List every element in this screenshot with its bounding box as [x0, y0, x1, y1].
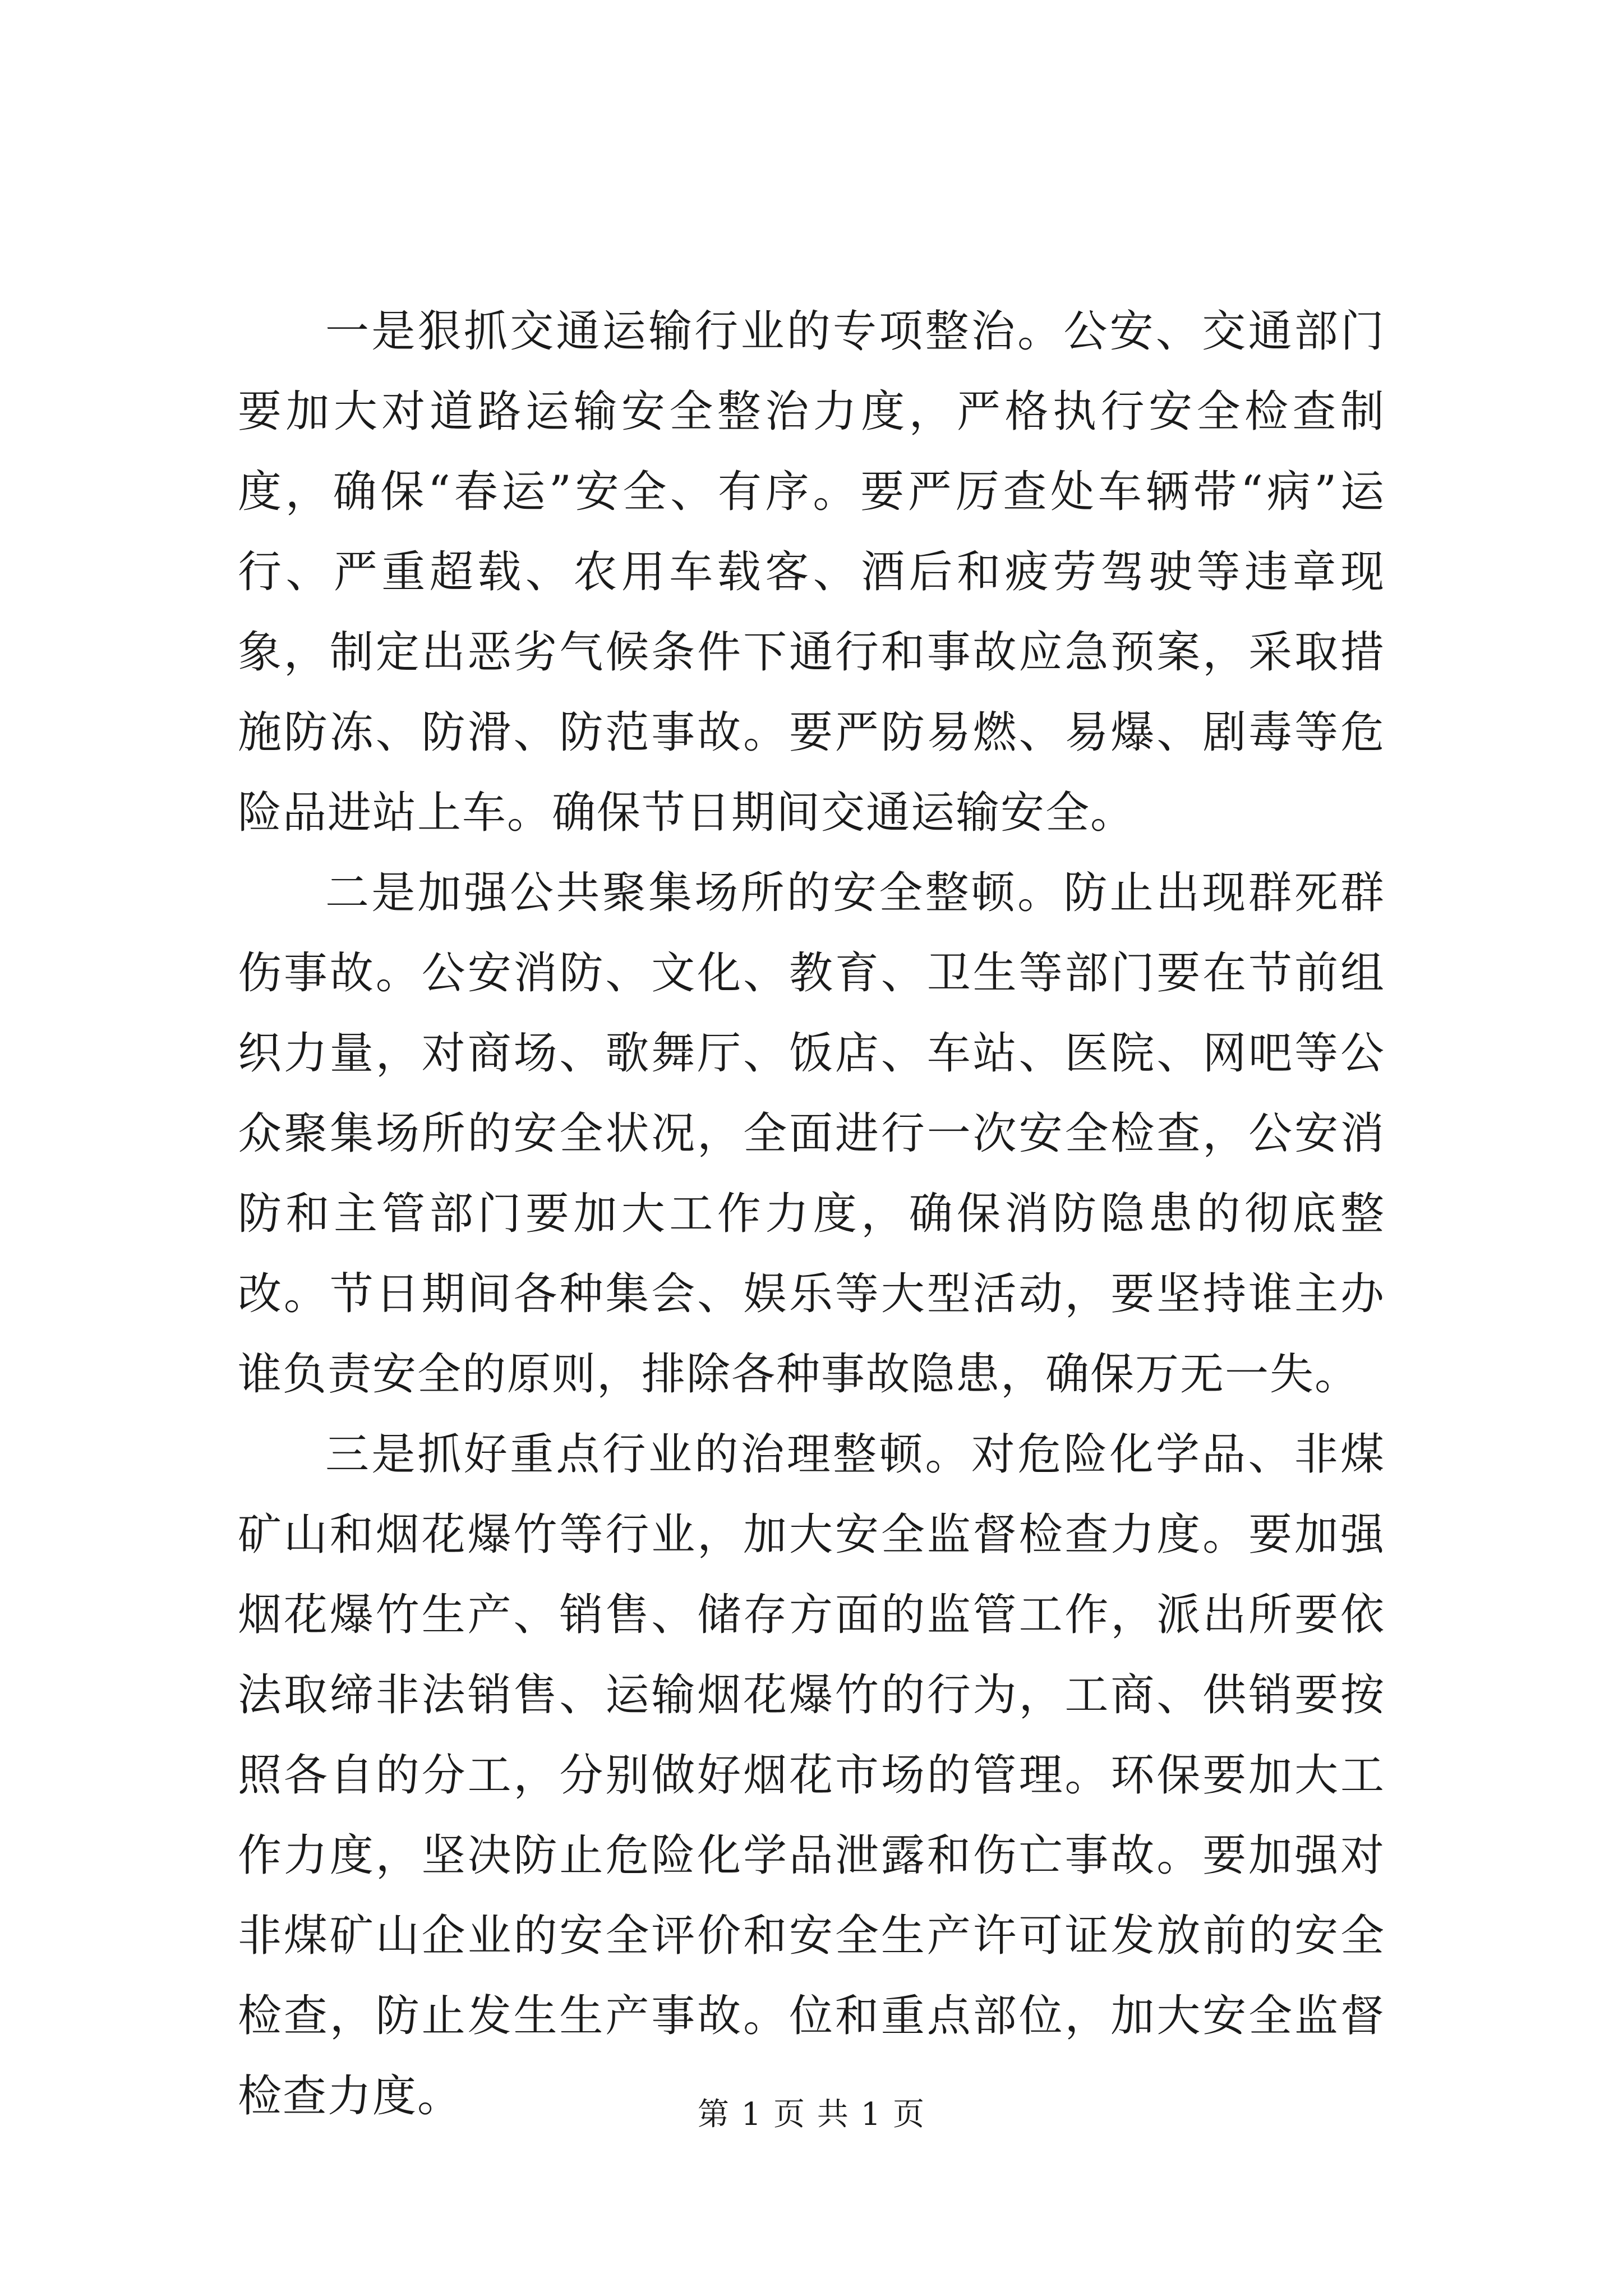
paragraph-key-industries: 三是抓好重点行业的治理整顿。对危险化学品、非煤矿山和烟花爆竹等行业，加大安全监督检查力度。要加强烟花爆竹生产、销售、储存方面的监管工作，派出所要依法取缔非法销售、运输烟花爆竹的行为，工商、供销要按照各自的分工，分别做好烟花市场的管理。环保要加大工作力度，坚决防止危险化学品泄露和伤亡事故。要加强对非煤矿山企业的安全评价和安全生产许可证发放前的安全检查，防止发生生产事故。位和重点部位，加大安全监督检查力度。 — [238, 1429, 1385, 2122]
document-body — [238, 292, 1385, 2137]
page-footer: 第 1 页 共 1 页 — [697, 2096, 926, 2133]
paragraph-traffic-safety: 一是狠抓交通运输行业的专项整治。公安、交通部门要加大对道路运输安全整治力度，严格执行安全检查制度，确保“春运”安全、有序。要严厉查处车辆带“病”运行、严重超载、农用车载客、酒后和疲劳驾驶等违章现象，制定出恶劣气候条件下通行和事故应急预案，采取措施防冻、防滑、防范事故。要严防易燃、易爆、剧毒等危险品进站上车。确保节日期间交通运输安全。 — [238, 306, 1385, 838]
paragraph-public-venues: 二是加强公共聚集场所的安全整顿。防止出现群死群伤事故。公安消防、文化、教育、卫生等部门要在节前组织力量，对商场、歌舞厅、饭店、车站、医院、网吧等公众聚集场所的安全状况，全面进行一次安全检查，公安消防和主管部门要加大工作力度，确保消防隐患的彻底整改。节日期间各种集会、娱乐等大型活动，要坚持谁主办谁负责安全的原则，排除各种事故隐患，确保万无一失。 — [238, 868, 1385, 1400]
